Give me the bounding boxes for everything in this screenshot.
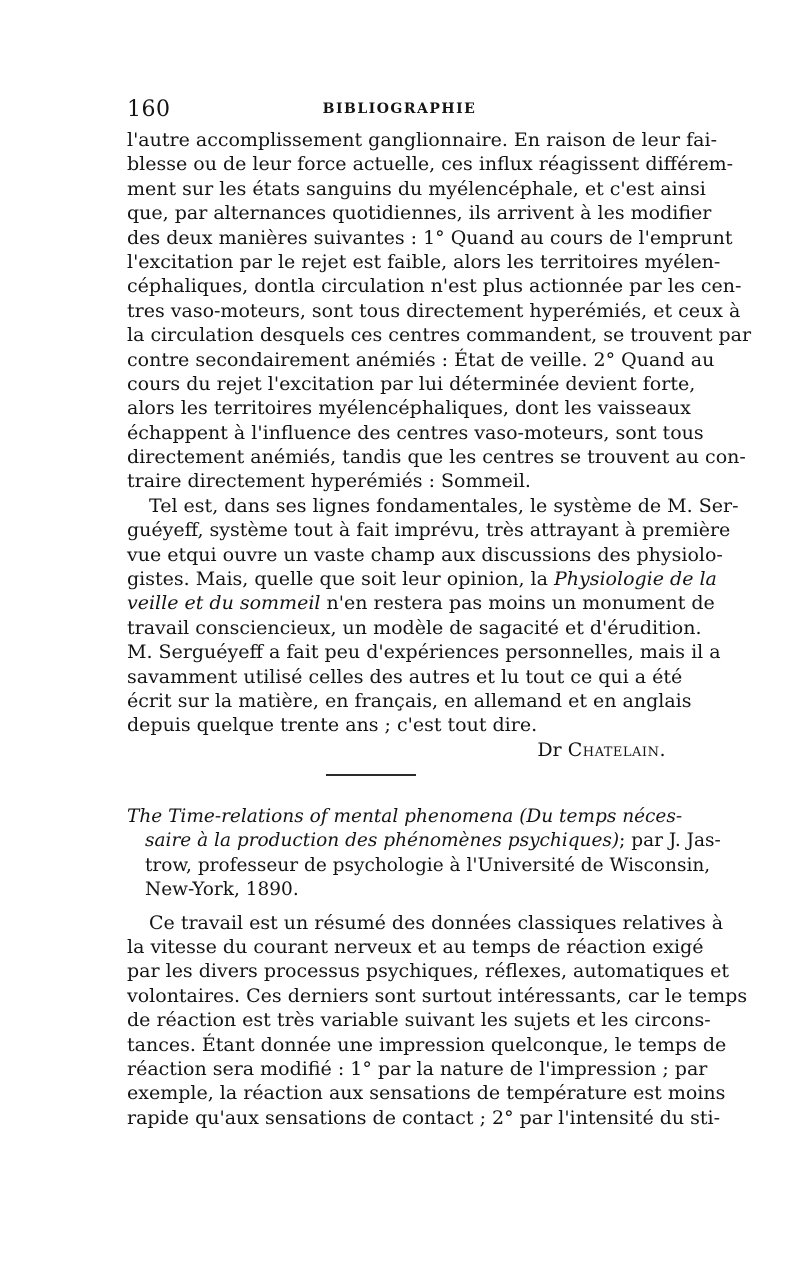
signature-name: Chatelain. — [567, 738, 666, 761]
text-run: n'en restera pas moins un monument de — [320, 592, 715, 615]
signature-title: Dr — [537, 738, 562, 761]
text-run: gistes. Mais, quelle que soit leur opinion, la — [127, 568, 554, 591]
text-line: tres vaso-moteurs, sont tous directement hyperémiés, et ceux à — [127, 299, 741, 322]
text-line: contre secondairement anémiés : État de veille. 2° Quand au — [127, 348, 715, 371]
text-line: volontaires. Ces derniers sont surtout intéressants, car le temps — [127, 984, 748, 1007]
text-line: réaction sera modifié : 1° par la nature de l'impression ; par — [127, 1057, 708, 1080]
text-line: que, par alternances quotidiennes, ils arrivent à les modifier — [127, 202, 712, 225]
title-line: New-York, 1890. — [145, 879, 299, 901]
text-line: Ce travail est un résumé des données classiques relatives à — [149, 911, 724, 934]
text-line: cours du rejet l'excitation par lui déterminée devient forte, — [127, 372, 696, 395]
text-line: l'excitation par le rejet est faible, alors les territoires myélen- — [127, 250, 721, 273]
text-line: céphaliques, dontla circulation n'est plus actionnée par les cen- — [127, 275, 742, 298]
title-line — [127, 805, 683, 829]
text-line: écrit sur la matière, en français, en allemand et en anglais — [127, 689, 692, 712]
page-header — [127, 97, 672, 127]
text-line: travail consciencieux, un modèle de sagacité et d'érudition. — [127, 616, 702, 639]
title-line: trow, professeur de psychologie à l'Université de Wisconsin, — [145, 854, 711, 876]
text-line: des deux manières suivantes : 1° Quand au cours de l'emprunt — [127, 226, 733, 249]
page-number: 160 — [127, 97, 171, 122]
section-divider — [326, 774, 416, 776]
title-line — [127, 829, 721, 853]
text-line: Tel est, dans ses lignes fondamentales, le système de M. Ser- — [149, 494, 739, 517]
author-signature — [127, 738, 672, 762]
review-1-body — [127, 128, 752, 762]
running-head: BIBLIOGRAPHIE — [322, 101, 477, 117]
text-line: par les divers processus psychiques, réflexes, automatiques et — [127, 960, 730, 983]
title-italic: saire à la production des phénomènes psychiques) — [145, 830, 620, 852]
title-italic: The Time-relations of mental phenomena (Du temps néces- — [127, 806, 683, 827]
text-line: l'autre accomplissement ganglionnaire. En raison de leur fai- — [127, 129, 718, 151]
text-line: de réaction est très variable suivant les sujets et les circons- — [127, 1009, 711, 1032]
review-2-title — [127, 805, 721, 903]
text-line: tances. Étant donnée une impression quelconque, le temps de — [127, 1033, 727, 1056]
text-line — [127, 567, 717, 591]
text-line: vue etqui ouvre un vaste champ aux discussions des physiolo- — [127, 543, 723, 566]
text-run: ; par J. Jas- — [619, 830, 721, 852]
review-2 — [127, 805, 748, 1130]
text-line: traire directement hyperémiés : Sommeil. — [127, 470, 531, 493]
text-line: la vitesse du courant nerveux et au temps de réaction exigé — [127, 935, 704, 958]
text-line: rapide qu'aux sensations de contact ; 2° par l'intensité du sti- — [127, 1106, 721, 1129]
text-line: ment sur les états sanguins du myélencéphale, et c'est ainsi — [127, 177, 706, 200]
text-line: M. Serguéyeff a fait peu d'expériences personnelles, mais il a — [127, 641, 721, 664]
text-line: la circulation desquels ces centres commandent, se trouvent par — [127, 324, 752, 347]
text-line: depuis quelque trente ans ; c'est tout dire. — [127, 714, 538, 737]
text-line: savamment utilisé celles des autres et lu tout ce qui a été — [127, 665, 683, 688]
text-line: guéyeff, système tout à fait imprévu, très attrayant à première — [127, 519, 731, 542]
spacer — [127, 903, 672, 911]
book-title-italic: Physiologie de la — [553, 568, 717, 591]
book-title-italic: veille et du sommeil — [127, 592, 321, 615]
text-line: alors les territoires myélencéphaliques, dont les vaisseaux — [127, 397, 691, 420]
text-line: blesse ou de leur force actuelle, ces influx réagissent différem- — [127, 153, 734, 176]
text-line — [127, 591, 715, 615]
text-line: exemple, la réaction aux sensations de température est moins — [127, 1082, 726, 1105]
text-line: échappent à l'influence des centres vaso-moteurs, sont tous — [127, 421, 704, 444]
text-line: directement anémiés, tandis que les centres se trouvent au con- — [127, 446, 746, 469]
